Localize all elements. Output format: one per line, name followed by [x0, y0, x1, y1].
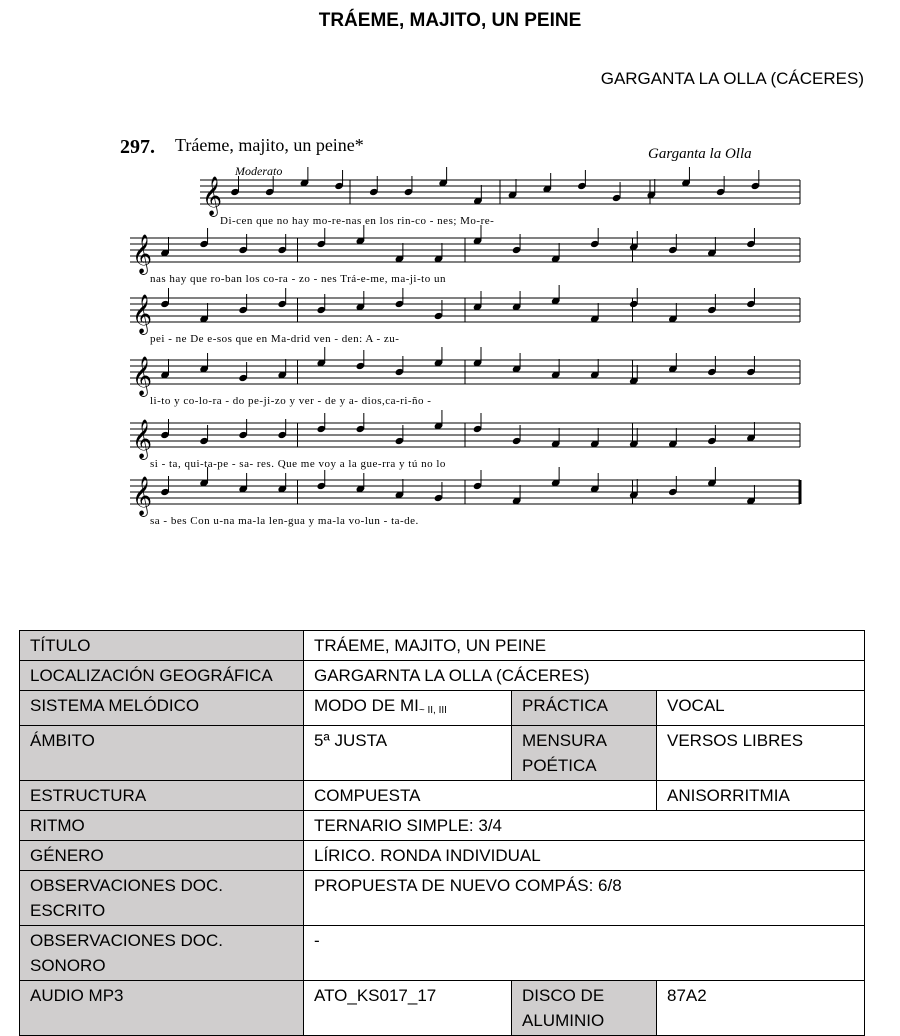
- note: [542, 173, 552, 193]
- note: [629, 428, 639, 448]
- disco-value: 87A2: [657, 981, 865, 1036]
- lyric-line: li-to y co-lo-ra - do pe-ji-zo y ver - de y a- dios,ca-ri-ño -: [150, 395, 432, 407]
- ritmo-value: TERNARIO SIMPLE: 3/4: [304, 811, 865, 841]
- note: [438, 167, 448, 187]
- treble-clef-icon: 𝄞: [132, 236, 153, 273]
- disco-label: DISCO DE ALUMINIO: [512, 981, 657, 1036]
- note: [551, 243, 561, 263]
- ambito-value: 5ª JUSTA: [304, 726, 512, 781]
- note: [629, 479, 639, 499]
- lyric-line: si - ta, qui-ta-pe - sa- res. Que me voy a la gue-rra y tú no lo: [150, 458, 446, 470]
- lyric-line: nas hay que ro-ban los co-ra - zo - nes Trá-e-me, ma-ji-to un: [150, 273, 446, 285]
- audio-label: AUDIO MP3: [20, 981, 304, 1036]
- note: [590, 359, 600, 379]
- lyric-line: Di-cen que no hay mo-re-nas en los rin-co - nes; Mo-re-: [220, 215, 495, 227]
- ritmo-label: RITMO: [20, 811, 304, 841]
- note: [746, 422, 756, 442]
- note: [277, 359, 287, 379]
- estructura-label: ESTRUCTURA: [20, 781, 304, 811]
- note: [668, 303, 678, 323]
- row-estructura: [20, 781, 865, 811]
- score-title: Tráeme, majito, un peine*: [175, 135, 364, 155]
- staff-system: [130, 225, 800, 285]
- note: [668, 353, 678, 373]
- mensura-value: VERSOS LIBRES: [657, 726, 865, 781]
- note: [356, 473, 366, 493]
- note: [199, 303, 209, 323]
- sistema-cell: [304, 691, 512, 726]
- row-sistema: [20, 691, 865, 726]
- note: [160, 237, 170, 257]
- row-obs-sonoro: [20, 926, 865, 981]
- note: [277, 473, 287, 493]
- note: [590, 428, 600, 448]
- note: [199, 467, 209, 487]
- note: [160, 359, 170, 379]
- obs-sonoro-label: OBSERVACIONES DOC. SONORO: [20, 926, 304, 981]
- note: [551, 428, 561, 448]
- note: [646, 179, 656, 199]
- note: [590, 303, 600, 323]
- row-titulo: [20, 631, 865, 661]
- estructura-extra: ANISORRITMIA: [657, 781, 865, 811]
- sistema-subscript: ~ II, III: [418, 705, 447, 716]
- row-genero: [20, 841, 865, 871]
- row-obs-escrito: [20, 871, 865, 926]
- note: [473, 291, 483, 311]
- note: [434, 243, 444, 263]
- note: [395, 479, 405, 499]
- score-origin: Garganta la Olla: [648, 146, 752, 162]
- note: [434, 410, 444, 430]
- note: [395, 243, 405, 263]
- titulo-label: TÍTULO: [20, 631, 304, 661]
- localizacion-label: LOCALIZACIÓN GEOGRÁFICA: [20, 661, 304, 691]
- document-title: TRÁEME, MAJITO, UN PEINE: [318, 10, 582, 31]
- estructura-value: COMPUESTA: [304, 781, 657, 811]
- note: [434, 347, 444, 367]
- titulo-value: TRÁEME, MAJITO, UN PEINE: [304, 631, 865, 661]
- lyric-line: pei - ne De e-sos que en Ma-drid ven - den: A - zu-: [150, 333, 400, 345]
- row-localizacion: [20, 661, 865, 691]
- document-location: GARGANTA LA OLLA (CÁCERES): [600, 69, 864, 88]
- note: [707, 467, 717, 487]
- row-ritmo: [20, 811, 865, 841]
- note: [356, 291, 366, 311]
- note: [629, 365, 639, 385]
- score-tempo: Moderato: [235, 164, 283, 178]
- treble-clef-icon: 𝄞: [202, 178, 223, 215]
- note: [238, 473, 248, 493]
- note: [746, 485, 756, 505]
- obs-escrito-value: PROPUESTA DE NUEVO COMPÁS: 6/8: [304, 871, 865, 926]
- note: [551, 359, 561, 379]
- mensura-label: MENSURA POÉTICA: [512, 726, 657, 781]
- note: [629, 231, 639, 251]
- treble-clef-icon: 𝄞: [132, 296, 153, 333]
- score-number: 297.: [120, 136, 155, 158]
- staff-systems: [130, 167, 800, 527]
- obs-escrito-label: OBSERVACIONES DOC. ESCRITO: [20, 871, 304, 926]
- note: [512, 353, 522, 373]
- staff-system: [130, 285, 800, 345]
- note: [590, 473, 600, 493]
- staff-system: [200, 167, 800, 227]
- note: [512, 485, 522, 505]
- localizacion-value: GARGARNTA LA OLLA (CÁCERES): [304, 661, 865, 691]
- note: [512, 291, 522, 311]
- genero-value: LÍRICO. RONDA INDIVIDUAL: [304, 841, 865, 871]
- lyric-line: sa - bes Con u-na ma-la len-gua y ma-la vo-lun - ta-de.: [150, 515, 419, 527]
- note: [681, 167, 691, 187]
- note: [508, 179, 518, 199]
- sistema-value: MODO DE MI: [314, 696, 419, 715]
- note: [707, 237, 717, 257]
- practica-label: PRÁCTICA: [512, 691, 657, 726]
- genero-label: GÉNERO: [20, 841, 304, 871]
- note: [316, 347, 326, 367]
- metadata-table: [19, 630, 865, 1036]
- treble-clef-icon: 𝄞: [132, 478, 153, 515]
- obs-sonoro-value: -: [304, 926, 865, 981]
- note: [473, 185, 483, 205]
- note: [300, 167, 310, 187]
- staff-system: [130, 410, 800, 470]
- row-audio: [20, 981, 865, 1036]
- ambito-label: ÁMBITO: [20, 726, 304, 781]
- practica-value: VOCAL: [657, 691, 865, 726]
- treble-clef-icon: 𝄞: [132, 421, 153, 458]
- note: [473, 225, 483, 245]
- note: [551, 467, 561, 487]
- note: [199, 353, 209, 373]
- music-score-image: [100, 118, 810, 550]
- staff-system: [130, 467, 800, 527]
- row-ambito: [20, 726, 865, 781]
- note: [356, 225, 366, 245]
- staff-system: [130, 347, 800, 407]
- treble-clef-icon: 𝄞: [132, 358, 153, 395]
- sistema-label: SISTEMA MELÓDICO: [20, 691, 304, 726]
- note: [668, 428, 678, 448]
- note: [473, 347, 483, 367]
- audio-value: ATO_KS017_17: [304, 981, 512, 1036]
- note: [551, 285, 561, 305]
